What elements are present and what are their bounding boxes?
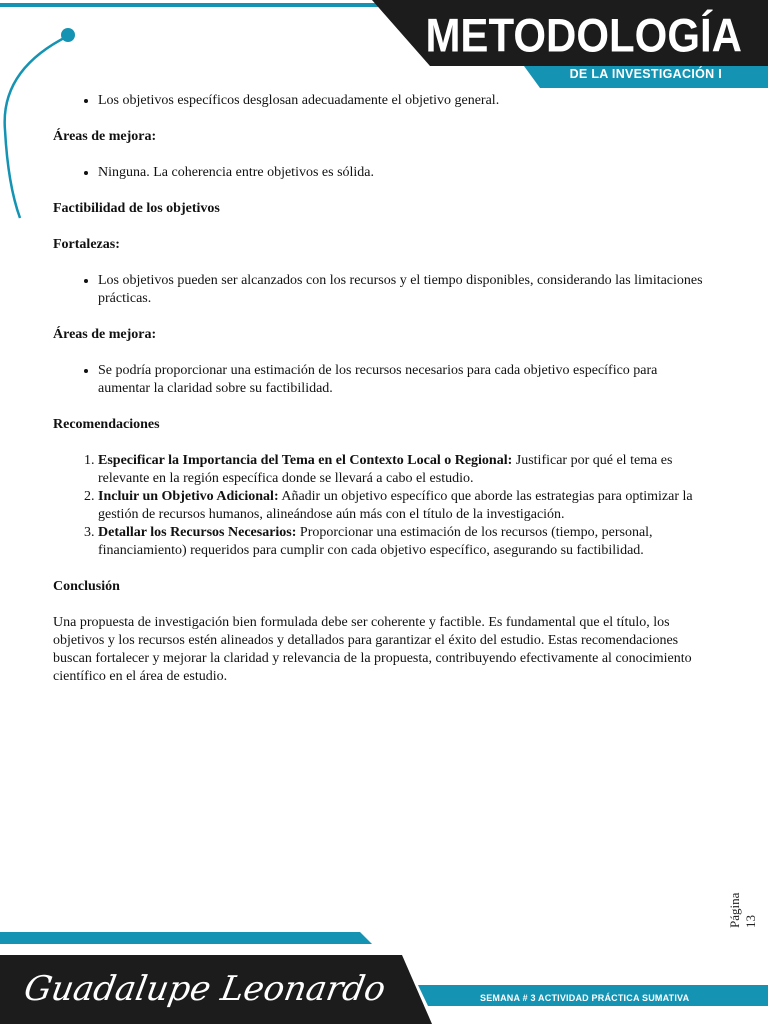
footer-activity-label: SEMANA # 3 ACTIVIDAD PRÁCTICA SUMATIVA bbox=[480, 993, 690, 1003]
bullet-list bbox=[53, 362, 703, 398]
section-heading: Áreas de mejora: bbox=[53, 327, 157, 342]
header-subtitle: DE LA INVESTIGACIÓN I bbox=[569, 67, 722, 81]
recommendations-list bbox=[53, 452, 703, 560]
section-heading: Fortalezas: bbox=[53, 237, 120, 252]
bullet-list bbox=[53, 164, 703, 182]
list-item: • Los objetivos pueden ser alcanzados con los recursos y el tiempo disponibles, considerando las limitaciones prácticas. bbox=[98, 272, 703, 308]
recommendation-item: 2. Incluir un Objetivo Adicional: Añadir un objetivo específico que aborde las estrategias para optimizar la gestión de recursos humanos, alineándose aún más con el título de la investigación. bbox=[98, 488, 703, 524]
accent-dot bbox=[61, 28, 75, 42]
list-item: • Ninguna. La coherencia entre objetivos es sólida. bbox=[98, 164, 703, 182]
footer-accent-line bbox=[0, 932, 372, 944]
list-item: • Se podría proporcionar una estimación de los recursos necesarios para cada objetivo específico para aumentar la claridad sobre su factibilidad. bbox=[98, 362, 703, 398]
section-heading: Factibilidad de los objetivos bbox=[53, 201, 220, 216]
bullet-list bbox=[53, 272, 703, 308]
conclusion-paragraph: Una propuesta de investigación bien formulada debe ser coherente y factible. Es fundamental que el título, los objetivos y los recursos estén alineados y detallados para garantizar el éxito del estudio. Estas recomendaciones buscan fortalecer y mejorar la claridad y relevancia de la propuesta, contribuyendo efectivamente al conocimiento científico en el área de estudio. bbox=[53, 615, 692, 684]
recommendation-item: 1. Especificar la Importancia del Tema en el Contexto Local o Regional: Justificar por qué el tema es relevante en la región específica donde se llevará a cabo el estudio. bbox=[98, 452, 703, 488]
signature-image bbox=[21, 958, 389, 1018]
bullet-list bbox=[53, 92, 703, 110]
header-title: METODOLOGÍA bbox=[425, 8, 742, 62]
page-number: Página 13 bbox=[727, 892, 758, 928]
section-heading: Conclusión bbox=[53, 579, 120, 594]
section-heading: Recomendaciones bbox=[53, 417, 160, 432]
section-heading: Áreas de mejora: bbox=[53, 129, 157, 144]
list-item: • Los objetivos específicos desglosan adecuadamente el objetivo general. bbox=[98, 92, 703, 110]
document-body bbox=[53, 92, 703, 686]
recommendation-item: 3. Detallar los Recursos Necesarios: Proporcionar una estimación de los recursos (tiempo, personal, financiamiento) requeridos para cumplir con cada objetivo específico, asegurando su factibilidad. bbox=[98, 524, 703, 560]
svg-text:Guadalupe Leonardo: Guadalupe Leonardo bbox=[21, 969, 389, 1009]
